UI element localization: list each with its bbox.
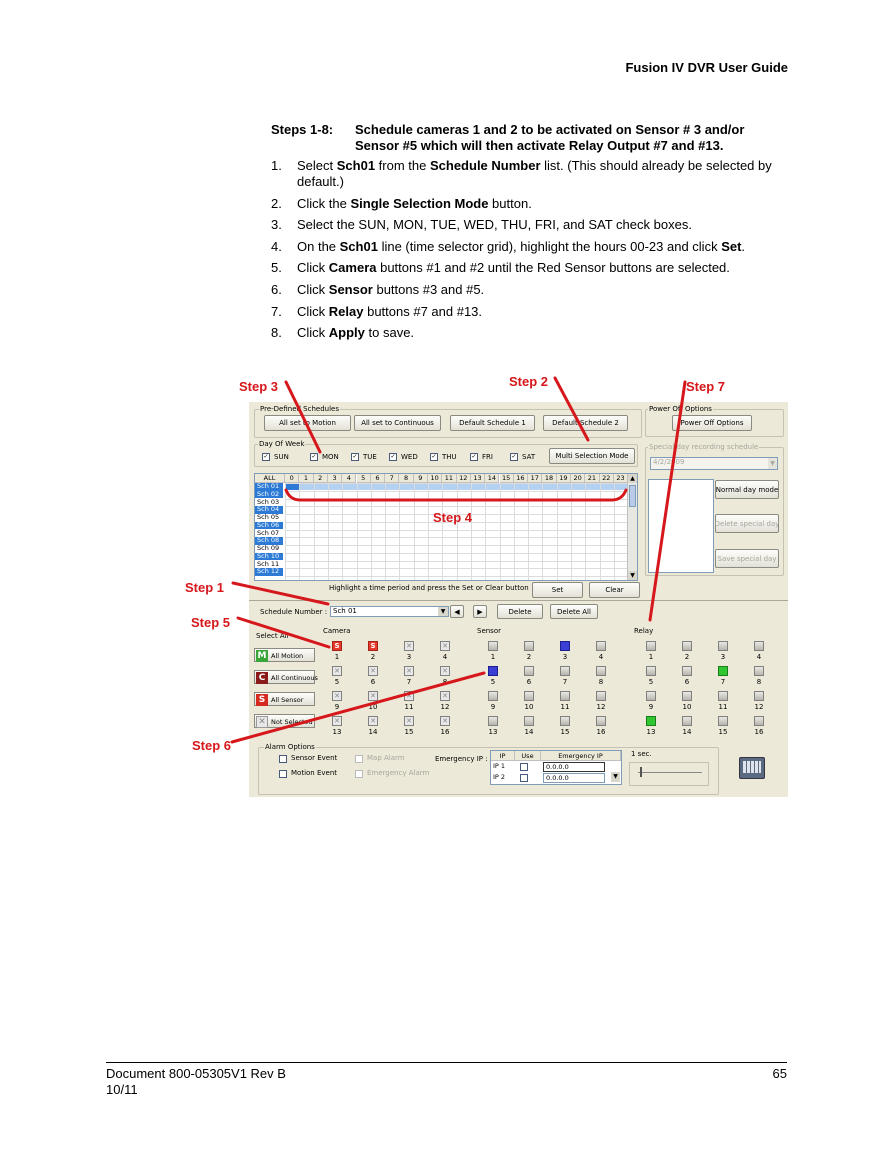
grid-hour-header[interactable]: 5	[357, 474, 371, 483]
day-label-tue: TUE	[363, 453, 377, 461]
step-number: 2.	[271, 195, 282, 211]
next-schedule-button[interactable]: ▶	[473, 605, 487, 618]
grid-hour-header[interactable]: 6	[371, 474, 385, 483]
grid-row-header[interactable]: Sch 11	[257, 559, 280, 568]
grid-hour-header[interactable]: 4	[342, 474, 356, 483]
emergency-alarm-label: Emergency Alarm	[367, 769, 430, 777]
chevron-down-icon[interactable]: ▼	[768, 458, 777, 469]
grid-hour-header[interactable]: 16	[514, 474, 528, 483]
camera-channel-button[interactable]: ✕	[440, 691, 450, 701]
motion-event-label: Motion Event	[291, 769, 338, 777]
step-number: 1.	[271, 158, 282, 173]
step-text: to save.	[364, 325, 415, 341]
relay-channel-number: 1	[648, 653, 654, 661]
sensor-channel-number: 2	[526, 653, 532, 661]
day-label-wed: WED	[401, 453, 418, 461]
camera-channel-button[interactable]: ✕	[332, 666, 342, 676]
step1-annotation: Step 1	[185, 580, 225, 595]
chevron-down-icon[interactable]: ▼	[628, 571, 637, 580]
grid-row-header[interactable]: Sch 10	[255, 553, 283, 561]
grid-row-header[interactable]: Sch 12	[255, 568, 283, 576]
select-all-label: Select All	[256, 632, 289, 640]
relay-channel-number: 8	[756, 678, 762, 686]
relay-channel-number: 2	[684, 653, 690, 661]
grid-row-header[interactable]: Sch 01	[255, 483, 283, 491]
day-label-thu: THU	[442, 453, 457, 461]
sensor-channel-number: 6	[526, 678, 532, 686]
save-special-day-button[interactable]: Save special day	[715, 549, 779, 568]
step-emphasis: Schedule Number	[429, 158, 541, 173]
step4-bracket	[286, 490, 626, 500]
camera-channel-number: 4	[442, 653, 448, 661]
camera-channel-number: 1	[334, 653, 340, 661]
grid-hour-header[interactable]: 12	[457, 474, 471, 483]
sensor-channel-number: 16	[596, 728, 606, 736]
default-schedule-1-button[interactable]: Default Schedule 1	[450, 415, 535, 431]
step5-annotation: Step 5	[191, 615, 231, 630]
grid-hour-header[interactable]: 14	[485, 474, 499, 483]
steps-intro-text: Schedule cameras 1 and 2 to be activated on Sensor # 3 and/or Sensor #5 which will then activate Relay Output #7 and #13.	[355, 122, 745, 153]
relay-channel-number: 11	[718, 703, 728, 711]
step4-annotation: Step 4	[433, 510, 473, 525]
all-set-to-continuous-button[interactable]: All set to Continuous	[354, 415, 441, 431]
special-day-title: Special day recording schedule	[649, 443, 759, 451]
step-text: Click	[297, 260, 329, 276]
step-text: .	[741, 238, 746, 254]
normal-day-mode-button[interactable]: Normal day mode	[715, 480, 779, 499]
camera-channel-button[interactable]: ✕	[440, 716, 450, 726]
relay-channel-number: 10	[682, 703, 692, 711]
sensor-channel-number: 3	[562, 653, 568, 661]
camera-channel-button[interactable]: ✕	[332, 691, 342, 701]
step-text: Select the SUN, MON, TUE, WED, THU, FRI, and SAT check boxes.	[297, 217, 692, 233]
camera-channel-button[interactable]: ✕	[404, 666, 414, 676]
step-text: Click the	[297, 195, 351, 211]
chevron-up-icon[interactable]: ▲	[628, 474, 637, 483]
camera-channel-number: 8	[442, 678, 448, 686]
step-number: 7.	[271, 303, 282, 319]
day-checkbox-sat[interactable]: ✓	[511, 453, 517, 460]
ip-address-field[interactable]: 0.0.0.0	[543, 773, 605, 783]
grid-row-header[interactable]: Sch 07	[257, 528, 280, 537]
relay-channel-number: 4	[756, 653, 762, 661]
camera-channel-button[interactable]: ✕	[368, 666, 378, 676]
footer-date: 10/11	[106, 1082, 138, 1097]
step1-pointer	[233, 583, 328, 604]
camera-channel-number: 3	[406, 653, 412, 661]
camera-channel-button[interactable]: ✕	[368, 716, 378, 726]
grid-row-header[interactable]: Sch 09	[257, 544, 280, 552]
camera-channel-number: 11	[404, 703, 414, 711]
relay-label: Relay	[634, 627, 654, 635]
day-checkbox-tue[interactable]: ✓	[352, 453, 358, 460]
grid-hour-header[interactable]: 9	[414, 474, 428, 483]
default-schedule-2-button[interactable]: Default Schedule 2	[543, 415, 628, 431]
camera-channel-button[interactable]: ✕	[404, 716, 414, 726]
footer-page-number: 65	[772, 1066, 787, 1081]
set-hint-text: Highlight a time period and press the Set or Clear button	[329, 584, 529, 592]
sensor-channel-number: 14	[524, 728, 534, 736]
step-emphasis: Relay	[328, 303, 364, 319]
all-set-to-motion-button[interactable]: All set to Motion	[264, 415, 351, 431]
step-number: 8.	[271, 325, 282, 341]
chevron-down-icon[interactable]: ▼	[611, 772, 620, 782]
grid-row-header[interactable]: Sch 08	[255, 537, 283, 545]
day-label-sun: SUN	[274, 453, 289, 461]
delete-button[interactable]: Delete	[497, 604, 543, 619]
predefined-schedules-title: Pre-Defined Schedules	[260, 405, 339, 413]
camera-channel-number: 10	[368, 703, 378, 711]
grid-row-header[interactable]: Sch 05	[257, 513, 280, 521]
not-selected-label: Not Selected	[271, 718, 313, 726]
relay-channel-number: 15	[718, 728, 728, 736]
sensor-icon: S	[256, 694, 268, 706]
camera-channel-number: 2	[370, 653, 376, 661]
map-alarm-label: Map Alarm	[367, 754, 405, 762]
grid-hour-header[interactable]: 18	[542, 474, 556, 483]
continuous-icon: C	[256, 672, 268, 684]
day-checkbox-fri[interactable]: ✓	[471, 453, 477, 460]
sensor-channel-number: 8	[598, 678, 604, 686]
step-text: buttons #3 and #5.	[372, 281, 485, 297]
grid-hour-header[interactable]: 15	[500, 474, 514, 483]
sensor-channel-number: 10	[524, 703, 534, 711]
step-emphasis: Sch01	[336, 158, 376, 173]
grid-row-header[interactable]: Sch 02	[255, 491, 283, 499]
relay-channel-number: 7	[720, 678, 726, 686]
grid-row-header[interactable]: Sch 06	[255, 522, 283, 530]
prev-schedule-button[interactable]: ◀	[450, 605, 464, 618]
grid-hour-header[interactable]: 7	[385, 474, 399, 483]
step-text: from the	[375, 158, 430, 173]
camera-channel-button[interactable]: ✕	[404, 691, 414, 701]
grid-hour-header[interactable]: 23	[614, 474, 628, 483]
delete-all-button[interactable]: Delete All	[550, 604, 598, 619]
camera-channel-button[interactable]: ✕	[440, 641, 450, 651]
step-number: 3.	[271, 217, 282, 233]
set-button[interactable]: Set	[532, 582, 583, 598]
camera-channel-number: 6	[370, 678, 376, 686]
camera-channel-number: 12	[440, 703, 450, 711]
grid-hour-header[interactable]: 13	[471, 474, 485, 483]
camera-channel-number: 13	[332, 728, 342, 736]
step-text: buttons #1 and #2 until the Red Sensor buttons are selected.	[376, 260, 730, 276]
grid-hour-header[interactable]: 10	[428, 474, 442, 483]
sensor-event-label: Sensor Event	[291, 754, 338, 762]
step-text: Click	[297, 303, 329, 319]
step-emphasis: Sch01	[339, 238, 378, 254]
sensor-channel-number: 1	[490, 653, 496, 661]
page-header-title: Fusion IV DVR User Guide	[625, 60, 788, 75]
relay-channel-number: 5	[648, 678, 654, 686]
schedule-number-select[interactable]: Sch 01	[330, 606, 449, 617]
chevron-down-icon[interactable]: ▼	[438, 607, 448, 616]
relay-channel-number: 13	[646, 728, 656, 736]
day-checkbox-thu[interactable]: ✓	[431, 453, 437, 460]
footer-rule	[106, 1062, 787, 1063]
sensor-label: Sensor	[477, 627, 501, 635]
step-number: 6.	[271, 281, 282, 297]
sensor-channel-number: 13	[488, 728, 498, 736]
camera-channel-button[interactable]: ✕	[332, 716, 342, 726]
duration-label: 1 sec.	[631, 750, 652, 758]
grid-hour-header[interactable]: 17	[528, 474, 542, 483]
relay-channel-number: 14	[682, 728, 692, 736]
grid-hour-header[interactable]: 20	[571, 474, 585, 483]
camera-channel-number: 14	[368, 728, 378, 736]
sensor-channel-number: 5	[490, 678, 496, 686]
step-number: 4.	[271, 238, 282, 254]
camera-channel-button[interactable]: ✕	[368, 691, 378, 701]
grid-hour-header[interactable]: 3	[328, 474, 342, 483]
camera-channel-number: 16	[440, 728, 450, 736]
all-continuous-label: All Continuous	[271, 674, 318, 682]
grid-hour-header[interactable]: 21	[585, 474, 599, 483]
day-label-mon: MON	[322, 453, 339, 461]
step3-annotation: Step 3	[239, 379, 279, 394]
relay-channel-number: 12	[754, 703, 764, 711]
step-text: list. (This should already be selected by default.)	[297, 158, 772, 189]
grid-hour-header[interactable]: 1	[299, 474, 313, 483]
ip-table-header: Emergency IP	[541, 751, 621, 761]
grid-all-header[interactable]: ALL	[255, 474, 285, 483]
step7-annotation: Step 7	[686, 379, 726, 394]
ip-row-label: IP 2	[493, 773, 506, 781]
day-checkbox-mon[interactable]: ✓	[311, 453, 317, 460]
alarm-options-title: Alarm Options	[265, 743, 315, 751]
grid-hour-header[interactable]: 0	[285, 474, 299, 483]
step-text: On the	[297, 238, 340, 254]
schedule-number-label: Schedule Number :	[260, 608, 328, 616]
day-label-sat: SAT	[522, 453, 536, 461]
sensor-channel-number: 7	[562, 678, 568, 686]
camera-channel-number: 5	[334, 678, 340, 686]
power-off-title: Power Off Options	[649, 405, 712, 413]
step3-pointer	[286, 382, 320, 452]
unselected-icon: ✕	[256, 716, 268, 728]
relay-channel-number: 6	[684, 678, 690, 686]
relay-channel-number: 16	[754, 728, 764, 736]
step7-pointer	[650, 382, 685, 620]
camera-channel-button[interactable]: ✕	[404, 641, 414, 651]
grid-row-header[interactable]: Sch 03	[257, 497, 280, 506]
ip-table-header: IP	[491, 751, 515, 761]
power-off-options-button[interactable]: Power Off Options	[672, 415, 752, 431]
camera-label: Camera	[323, 627, 351, 635]
day-of-week-title: Day Of Week	[259, 440, 305, 448]
sensor-channel-number: 4	[598, 653, 604, 661]
step2-annotation: Step 2	[509, 374, 549, 389]
step-text: button.	[488, 195, 532, 211]
delete-special-day-button[interactable]: Delete special day	[715, 514, 779, 533]
camera-channel-number: 9	[334, 703, 340, 711]
sensor-channel-number: 15	[560, 728, 570, 736]
steps-intro-label: Steps 1-8:	[271, 122, 334, 137]
relay-channel-number: 9	[648, 703, 654, 711]
ip-table-header: Use	[515, 751, 541, 761]
multi-selection-mode-button[interactable]: Multi Selection Mode	[549, 448, 635, 464]
step-text: Click	[297, 325, 329, 341]
grid-hour-header[interactable]: 22	[600, 474, 614, 483]
sensor-channel-number: 9	[490, 703, 496, 711]
day-checkbox-wed[interactable]: ✓	[390, 453, 396, 460]
motion-icon: M	[257, 651, 267, 661]
step-emphasis: Camera	[328, 260, 377, 276]
day-checkbox-sun[interactable]: ✓	[263, 453, 269, 460]
step2-pointer	[555, 378, 588, 440]
relay-channel-number: 3	[720, 653, 726, 661]
step-emphasis: Single Selection Mode	[350, 195, 489, 211]
step-emphasis: Set	[721, 238, 742, 254]
grid-hour-header[interactable]: 8	[399, 474, 413, 483]
grid-row-header[interactable]: Sch 04	[255, 506, 283, 514]
step-text: buttons #7 and #13.	[363, 303, 483, 319]
all-motion-label: All Motion	[271, 652, 304, 660]
camera-channel-button[interactable]: S	[368, 641, 378, 651]
all-sensor-label: All Sensor	[271, 696, 304, 704]
ip-row-label: IP 1	[493, 762, 506, 770]
sensor-channel-number: 11	[560, 703, 570, 711]
step-text: Click	[297, 281, 329, 297]
camera-channel-button[interactable]: S	[332, 641, 342, 651]
grid-hour-header[interactable]: 2	[314, 474, 328, 483]
step5-pointer	[238, 618, 329, 647]
grid-hour-header[interactable]: 11	[442, 474, 456, 483]
camera-channel-button[interactable]: ✕	[440, 666, 450, 676]
special-day-date-field[interactable]: 4/2/2009	[650, 457, 778, 470]
step6-annotation: Step 6	[192, 738, 232, 753]
step6-pointer	[232, 673, 484, 742]
sensor-channel-number: 12	[596, 703, 606, 711]
clear-button[interactable]: Clear	[589, 582, 640, 598]
ip-address-field[interactable]: 0.0.0.0	[543, 762, 605, 772]
step-text: Select	[297, 158, 337, 173]
step-text: line (time selector grid), highlight the hours 00-23 and click	[377, 238, 722, 254]
day-label-fri: FRI	[482, 453, 493, 461]
step-emphasis: Sensor	[328, 281, 373, 297]
step-number: 5.	[271, 260, 282, 276]
emergency-ip-label: Emergency IP :	[435, 755, 488, 763]
camera-channel-number: 15	[404, 728, 414, 736]
grid-hour-header[interactable]: 19	[557, 474, 571, 483]
camera-channel-number: 7	[406, 678, 412, 686]
step-emphasis: Apply	[328, 325, 365, 341]
footer-document: Document 800-05305V1 Rev B	[106, 1066, 286, 1081]
